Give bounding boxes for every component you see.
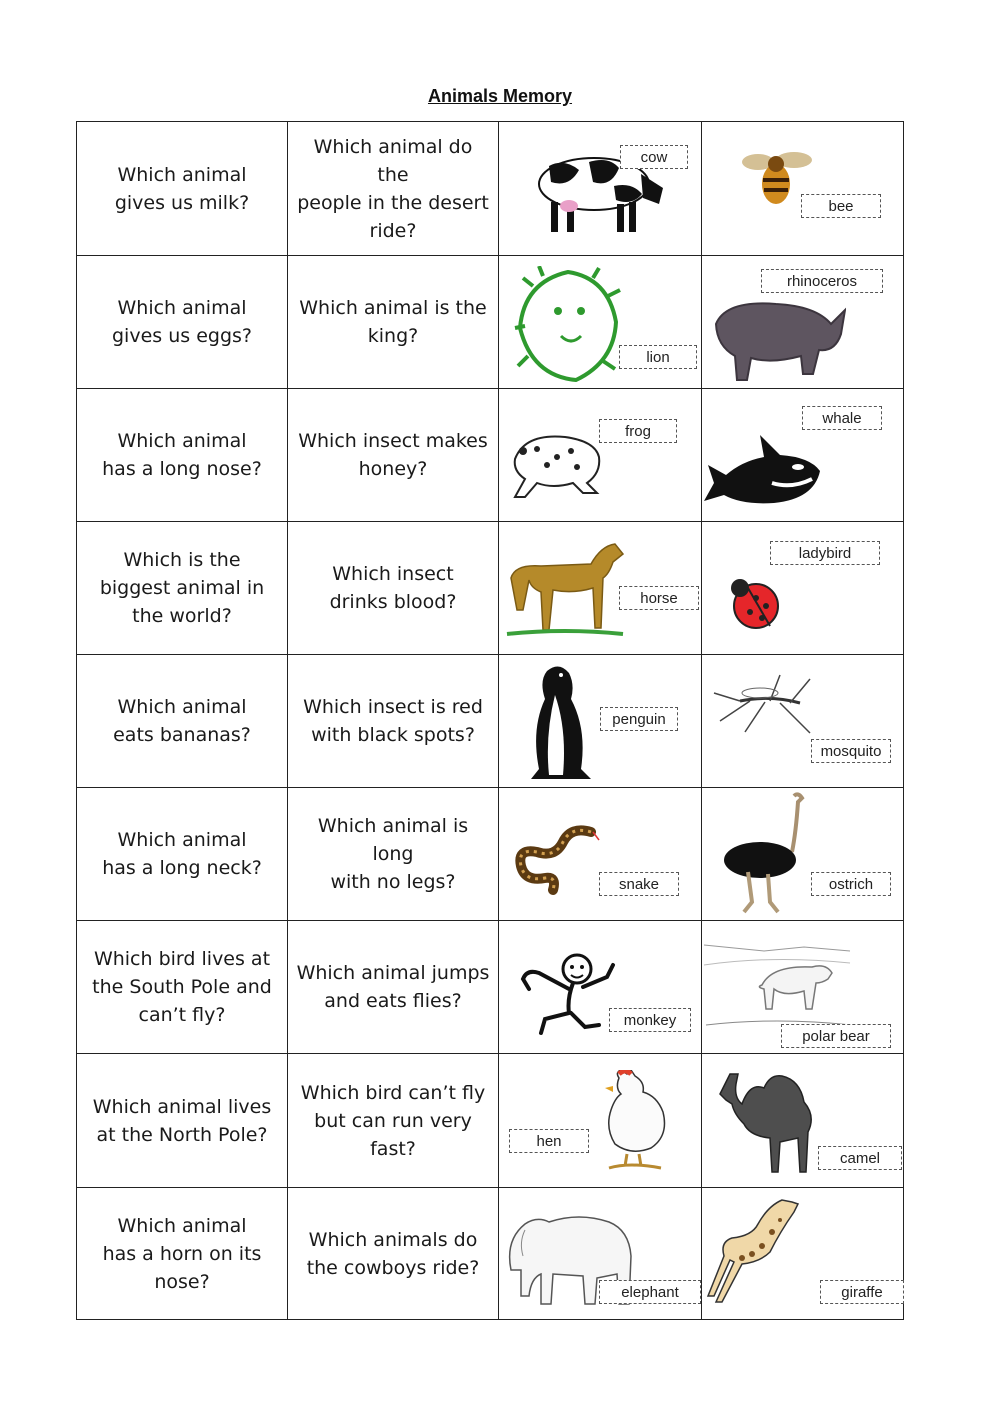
picture-card-ostrich[interactable]	[702, 788, 904, 920]
question-text: Which bird lives at the South Pole and can’t fly?	[92, 948, 272, 1026]
question-card[interactable]	[288, 1188, 498, 1319]
picture-label: penguin	[600, 707, 678, 731]
question-card[interactable]	[77, 389, 287, 521]
monkey-picture	[519, 941, 623, 1041]
question-text: Which animal lives at the North Pole?	[92, 1095, 272, 1146]
picture-label: horse	[619, 586, 699, 610]
picture-card-camel[interactable]	[702, 1054, 904, 1187]
picture-card-bee[interactable]	[702, 122, 904, 255]
question-card[interactable]	[288, 655, 498, 787]
picture-label: hen	[509, 1129, 589, 1153]
picture-label: monkey	[609, 1008, 691, 1032]
penguin-picture	[521, 661, 601, 785]
question-card[interactable]	[77, 1054, 287, 1187]
question-card[interactable]	[77, 522, 287, 654]
picture-label: mosquito	[811, 739, 891, 763]
picture-label: ladybird	[770, 541, 880, 565]
question-card[interactable]	[77, 122, 287, 255]
picture-card-giraffe[interactable]	[702, 1188, 904, 1319]
question-text: Which animal gives us eggs?	[112, 297, 252, 347]
picture-card-lion[interactable]	[499, 256, 701, 388]
snake-picture	[511, 822, 601, 898]
question-text: Which insect drinks blood?	[329, 563, 457, 613]
question-card[interactable]	[288, 256, 498, 388]
picture-label: lion	[619, 345, 697, 369]
picture-card-frog[interactable]	[499, 389, 701, 521]
mosquito-picture	[710, 671, 820, 741]
picture-label: ostrich	[811, 872, 891, 896]
question-card[interactable]	[288, 122, 498, 255]
picture-label: elephant	[599, 1280, 701, 1304]
picture-label: cow	[620, 145, 688, 169]
question-text: Which insect makes honey?	[298, 430, 488, 480]
picture-label: polar bear	[781, 1024, 891, 1048]
question-text: Which animal eats bananas?	[113, 696, 251, 746]
ladybird-picture	[720, 568, 790, 638]
question-card[interactable]	[77, 788, 287, 920]
question-text: Which animal is the king?	[299, 297, 487, 347]
picture-card-whale[interactable]	[702, 389, 904, 521]
ostrich-picture	[718, 792, 808, 916]
question-text: Which animal has a long neck?	[102, 829, 262, 879]
camel-picture	[710, 1064, 830, 1182]
hen-picture	[599, 1070, 669, 1174]
picture-card-hen[interactable]	[499, 1054, 701, 1187]
question-text: Which animal has a horn on its nose?	[102, 1214, 262, 1293]
question-card[interactable]	[288, 921, 498, 1053]
question-card[interactable]	[288, 389, 498, 521]
picture-label: giraffe	[820, 1280, 904, 1304]
question-text: Which animal jumps and eats flies?	[296, 962, 490, 1012]
question-card[interactable]	[288, 788, 498, 920]
giraffe-picture	[702, 1196, 802, 1310]
page-title: Animals Memory	[427, 86, 573, 106]
frog-picture	[507, 429, 607, 501]
picture-label: frog	[599, 419, 677, 443]
question-card[interactable]	[77, 921, 287, 1053]
picture-card-monkey[interactable]	[499, 921, 701, 1053]
question-text: Which animal is long with no legs?	[317, 815, 469, 893]
picture-card-horse[interactable]	[499, 522, 701, 654]
question-text: Which animal gives us milk?	[114, 163, 250, 214]
question-text: Which animal do the people in the desert ride?	[297, 135, 489, 242]
rhinoceros-picture	[706, 294, 846, 384]
question-card[interactable]	[77, 1188, 287, 1319]
picture-card-mosquito[interactable]	[702, 655, 904, 787]
picture-card-snake[interactable]	[499, 788, 701, 920]
question-text: Which is the biggest animal in the world?	[99, 549, 265, 627]
question-card[interactable]	[77, 256, 287, 388]
polar-bear-picture	[702, 935, 852, 1035]
picture-label: snake	[599, 872, 679, 896]
question-card[interactable]	[288, 522, 498, 654]
question-text: Which animal has a long nose?	[102, 430, 262, 480]
whale-picture	[702, 433, 832, 521]
question-text: Which animals do the cowboys ride?	[306, 1228, 480, 1279]
picture-card-penguin[interactable]	[499, 655, 701, 787]
picture-label: rhinoceros	[761, 269, 883, 293]
picture-card-polar-bear[interactable]	[702, 921, 904, 1053]
picture-card-cow[interactable]	[499, 122, 701, 255]
picture-label: whale	[802, 406, 882, 430]
picture-card-elephant[interactable]	[499, 1188, 701, 1319]
picture-label: bee	[801, 194, 881, 218]
picture-card-rhinoceros[interactable]	[702, 256, 904, 388]
picture-card-ladybird[interactable]	[702, 522, 904, 654]
question-text: Which insect is red with black spots?	[303, 696, 483, 746]
memory-grid	[76, 121, 904, 1320]
question-card[interactable]	[77, 655, 287, 787]
question-text: Which bird can’t fly but can run very fast?	[300, 1081, 486, 1160]
picture-label: camel	[818, 1146, 902, 1170]
lion-picture	[513, 266, 623, 384]
question-card[interactable]	[288, 1054, 498, 1187]
horse-picture	[505, 538, 625, 644]
